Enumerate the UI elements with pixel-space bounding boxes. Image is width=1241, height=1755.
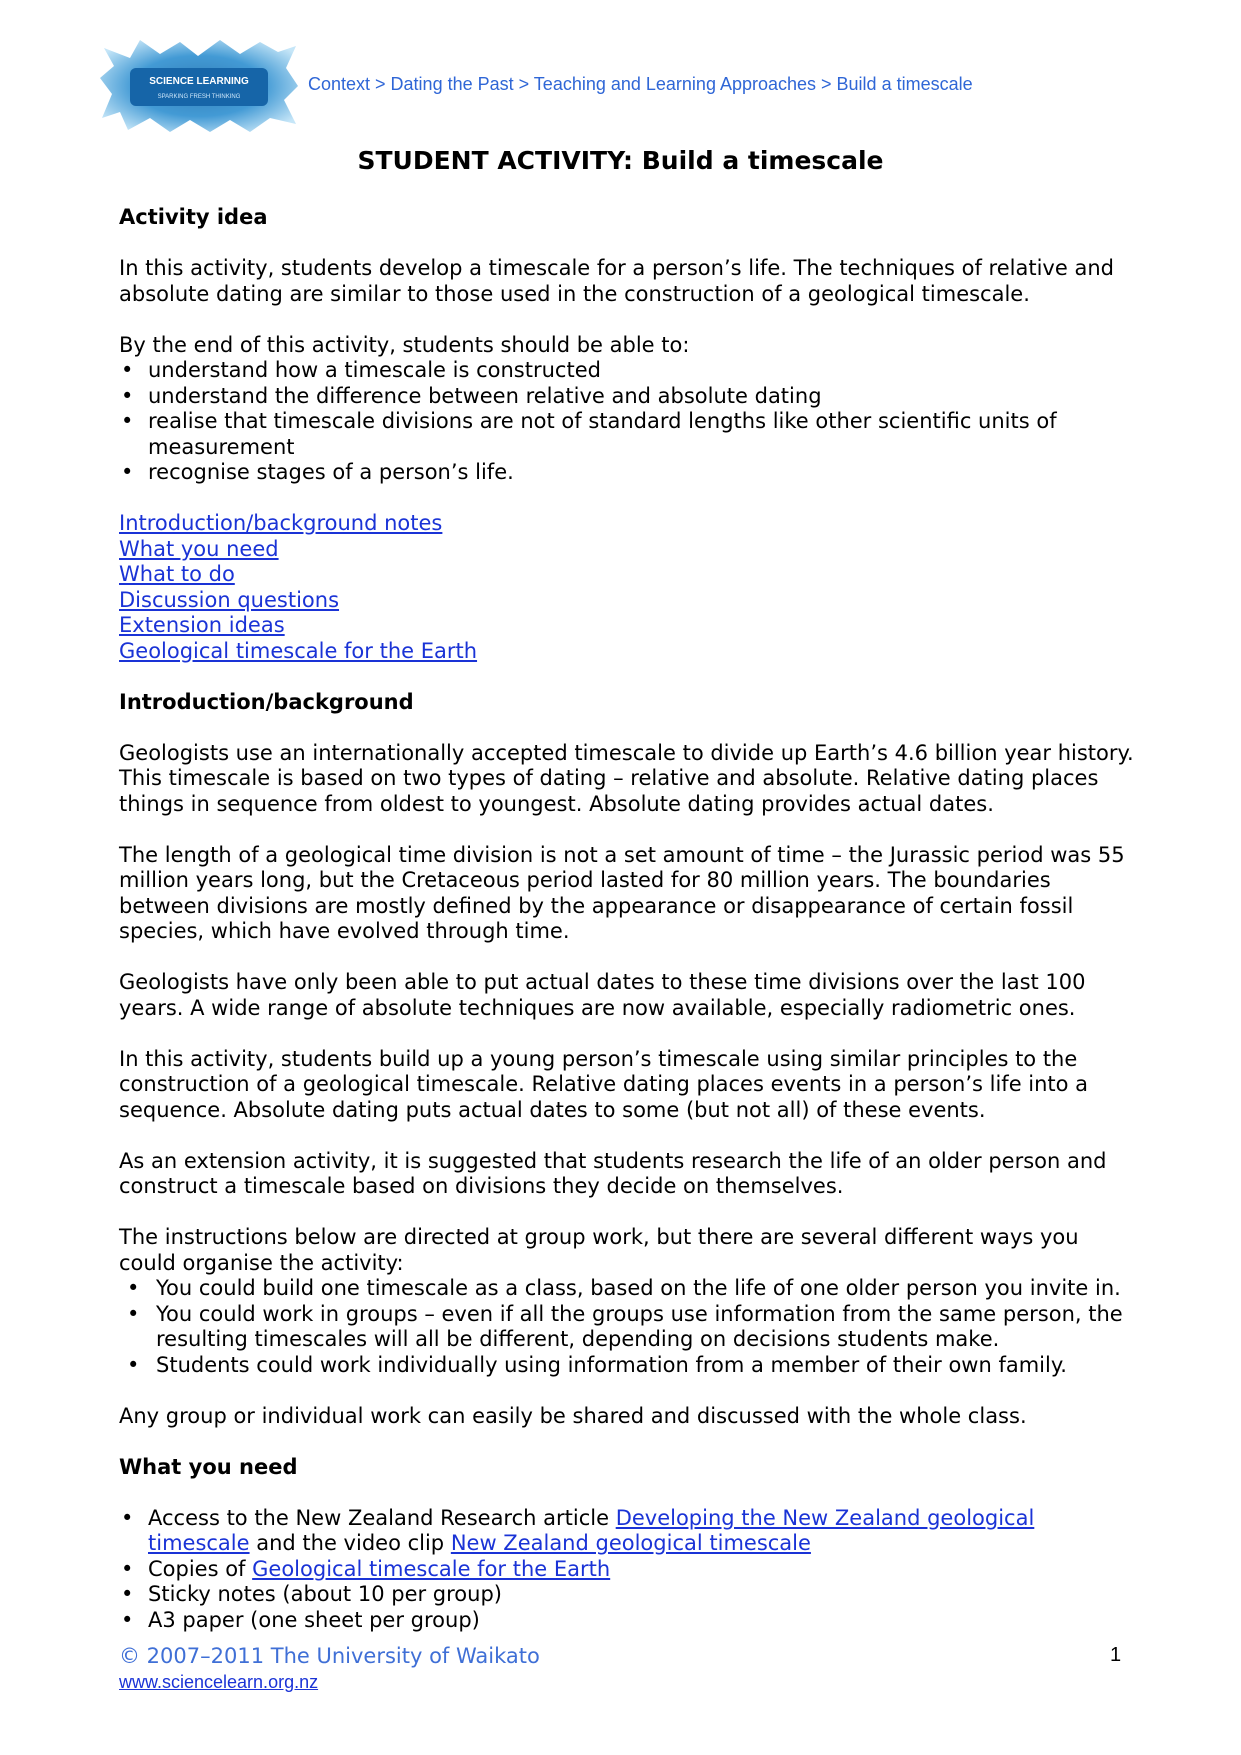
list-item: • A3 paper (one sheet per group) [119,1608,1139,1634]
objectives-list [119,358,1139,486]
list-item: • You could build one timescale as a class, based on the life of one older person you invite in. [119,1276,1139,1302]
link-introduction[interactable]: Introduction/background notes [119,511,443,535]
page-title: STUDENT ACTIVITY: Build a timescale [357,146,884,175]
item-text: Copies of [148,1556,253,1581]
page-number: 1 [1110,1644,1122,1666]
list-item [119,1557,1139,1583]
list-item: • understand the difference between relative and absolute dating [119,384,1139,410]
intro-paragraph: The length of a geological time division is not a set amount of time – the Jurassic period was 55 million years long, but the Cretaceous period lasted for 80 million years. The boundaries between divisions are mostly defined by the appearance or disappearance of certain fossil species, which have evolved through time. [119,842,1125,943]
item-text: and the video clip [249,1531,451,1555]
item-text: Access to the New Zealand Research article [148,1505,616,1530]
link-what-you-need[interactable]: What you need [119,536,279,561]
list-item: • recognise stages of a person’s life. [119,460,1139,486]
footer-copyright: © 2007–2011 The University of Waikato [119,1644,540,1668]
intro-closing: Any group or individual work can easily be shared and discussed with the whole class. [119,1403,1027,1428]
list-item: • Sticky notes (about 10 per group) [119,1582,1139,1608]
list-item [119,1506,1139,1557]
link-geological-timescale-copies[interactable]: Geological timescale for the Earth [252,1556,611,1581]
activity-idea-paragraph: In this activity, students develop a timescale for a person’s life. The techniques of relative and absolute dating are similar to those used in the construction of a geological timescale. [119,256,1114,306]
intro-paragraph: In this activity, students build up a young person’s timescale using similar principles to the construction of a geological timescale. Relative dating places events in a person’s life into a sequence. Absolute dating puts actual dates to some (but not all) of these events. [119,1046,1089,1122]
materials-list [119,1506,1139,1634]
intro-paragraph: The instructions below are directed at group work, but there are several different ways you could organise the activity: [119,1225,1079,1275]
section-heading-activity-idea: Activity idea [119,205,268,229]
link-geological-timescale[interactable]: Geological timescale for the Earth [119,638,478,663]
list-item: • Students could work individually using information from a member of their own family. [119,1353,1139,1379]
intro-paragraph: Geologists use an internationally accepted timescale to divide up Earth’s 4.6 billion year history. This timescale is based on two types of dating – relative and absolute. Relative dating places things in sequence from oldest to youngest. Absolute dating provides actual dates. [119,740,1134,816]
section-heading-what-you-need: What you need [119,1454,298,1479]
link-discussion-questions[interactable]: Discussion questions [119,587,340,612]
intro-paragraph: Geologists have only been able to put actual dates to these time divisions over the last 100 years. A wide range of absolute techniques are now available, especially radiometric ones. [119,970,1086,1020]
list-item: • understand how a timescale is constructed [119,358,1139,384]
link-developing-nz-timescale[interactable]: Developing the New Zealand geological timescale [148,1505,1035,1555]
organisation-options-list [119,1276,1139,1378]
section-heading-introduction: Introduction/background [119,689,414,714]
intro-paragraph: As an extension activity, it is suggested that students research the life of an older person and construct a timescale based on divisions they decide on themselves. [119,1148,1107,1198]
list-item: • You could work in groups – even if all the groups use information from the same person, the resulting timescales will all be different, depending on decisions students make. [119,1302,1139,1353]
link-what-to-do[interactable]: What to do [119,562,235,586]
footer-url-link[interactable]: www.sciencelearn.org.nz [119,1672,319,1692]
section-links [119,511,1139,664]
link-extension-ideas[interactable]: Extension ideas [119,613,285,637]
list-item: • realise that timescale divisions are not of standard lengths like other scientific units of measurement [119,409,1139,460]
main-content [119,205,1139,1633]
logo-text-tagline: SPARKING FRESH THINKING [157,94,241,100]
link-nz-timescale-video[interactable]: New Zealand geological timescale [450,1531,811,1555]
science-learning-logo [100,38,300,134]
logo-text-main: SCIENCE LEARNING [149,76,249,87]
objectives-intro: By the end of this activity, students should be able to: [119,332,690,357]
breadcrumb[interactable]: Context > Dating the Past > Teaching and Learning Approaches > Build a timescale [308,74,973,94]
